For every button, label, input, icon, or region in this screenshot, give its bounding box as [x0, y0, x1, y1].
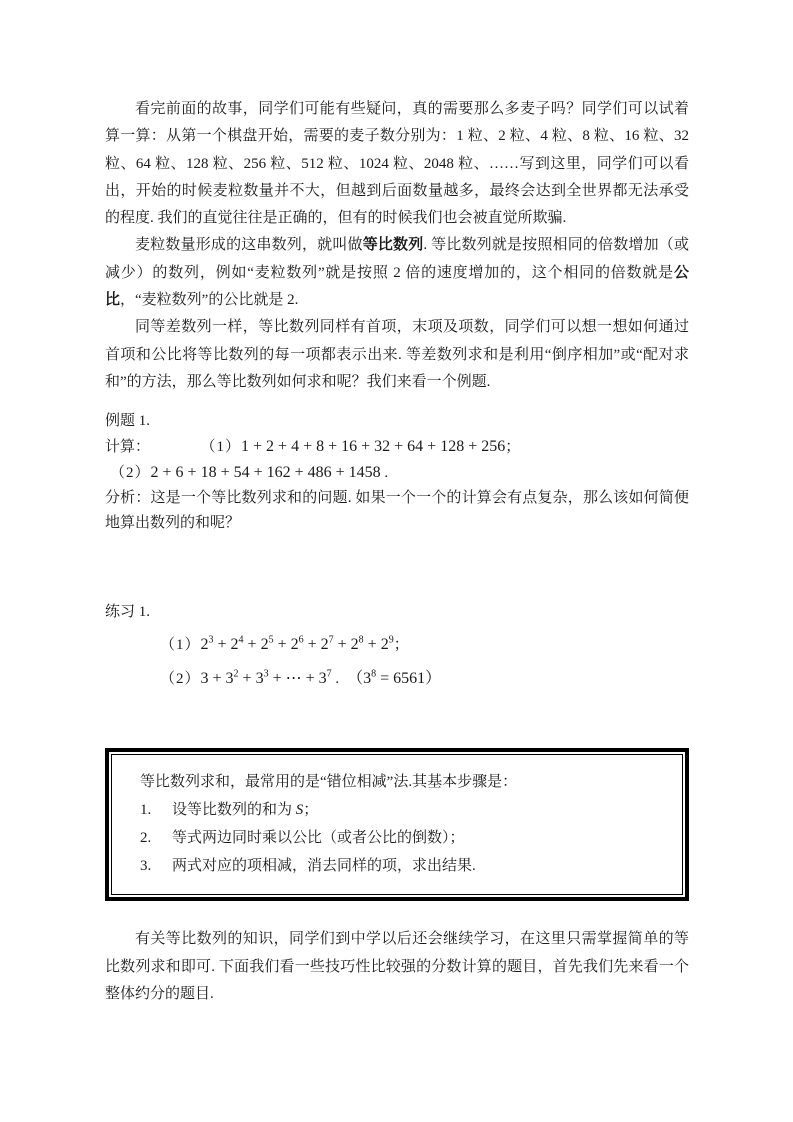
summary-step-1-variable: S: [295, 802, 304, 819]
closing-paragraph: 有关等比数列的知识，同学们到中学以后还会继续学习，在这里只需掌握简单的等比数列求和即可. 下面我们看一些技巧性比较强的分数计算的题目，首先我们先来看一个整体约分的题目.: [105, 931, 689, 1002]
example-calc-line: [105, 434, 689, 460]
definition-text-2: . 等比数列就是按照相同的倍数增加（或减少）的数列，例如“麦粒数列”就是按照 2 倍的速度增加的，这个相同的倍数就是: [105, 237, 689, 281]
paragraph-wheat-story: 看完前面的故事，同学们可能有些疑问，真的需要那么多麦子吗？同学们可以试着算一算：从第一个棋盘开始，需要的麦子数分别为：1 粒、2 粒、4 粒、8 粒、16 粒、32 粒、64 粒、128 粒、256 粒、512 粒、1024 粒、2048 粒、……写到这里，同学们可以看出，开始的时候麦粒数量并不大，但越到后面数量越多，最终会达到全世界都无法承受的程度. 我们的直觉往往是正确的，但有的时候我们也会被直觉所欺骗.: [105, 101, 689, 227]
practice-item-2-number: （2）: [160, 671, 201, 688]
practice-item-1-tail: ；: [393, 637, 409, 654]
summary-intro: 等比数列求和，最常用的是“错位相减”法.其基本步骤是：: [140, 774, 518, 791]
example-item-1-number: （1）: [208, 439, 242, 456]
calc-label: 计算：: [105, 439, 151, 456]
practice-item-1-number: （1）: [160, 637, 201, 654]
text-column: [105, 0, 689, 1008]
practice-title: 练习 1.: [105, 604, 151, 621]
example-analysis: 分析：这是一个等比数列求和的问题. 如果一个一个的计算会有点复杂，那么该如何简便地算出数列的和呢？: [105, 490, 689, 532]
definition-text-1: 麦粒数量形成的这串数列，就叫做: [135, 237, 363, 254]
summary-step-1-post: ；: [303, 802, 319, 819]
definition-text-3: ，“麦粒数列”的公比就是 2.: [120, 292, 299, 309]
example-section: [105, 409, 689, 536]
practice-item-1: [105, 630, 689, 660]
summary-box-inner: [111, 754, 683, 895]
example-item-1-formula: 1 + 2 + 4 + 8 + 16 + 32 + 64 + 128 + 256: [241, 438, 506, 456]
summary-step-2-text: 等式两边同时乘以公比（或者公比的倒数）；: [172, 830, 465, 847]
summary-step-2-number: 2.: [140, 830, 152, 847]
example-title: 例题 1.: [105, 413, 151, 430]
practice-section: [105, 599, 689, 694]
paragraph-geometric-definition: [105, 232, 689, 314]
paragraph-sum-method-intro: 同等差数列一样，等比数列同样有首项，末项及项数，同学们可以想一想如何通过首项和公比将等比数列的每一项都表示出来. 等差数列求和是利用“倒序相加”或“配对求和”的方法，那么等比数列如何求和呢？我们来看一个例题.: [105, 319, 689, 390]
term-common-ratio: 公比: [105, 264, 689, 309]
summary-step-3: [140, 852, 658, 880]
summary-step-1-number: 1.: [140, 802, 152, 819]
summary-step-2: [140, 824, 658, 852]
summary-step-1-pre: 设等比数列的和为: [172, 802, 296, 819]
practice-item-2-formula: $3 + 3^2 + 3^3$ + ⋯ + $3^7$: [200, 668, 332, 688]
summary-box: [105, 748, 689, 901]
example-item-1-tail: ；: [505, 439, 521, 456]
practice-item-2: [105, 664, 689, 694]
practice-item-2-note: $(3^8 = 6561)$: [347, 668, 442, 688]
example-item-2-number: （2）: [110, 465, 151, 482]
term-geometric-sequence: 等比数列: [362, 237, 424, 254]
example-item-2-formula: 2 + 6 + 18 + 54 + 162 + 486 + 1458: [150, 464, 381, 482]
summary-step-1-text: [172, 796, 658, 824]
example-item-2-tail: .: [380, 465, 389, 482]
summary-step-3-number: 3.: [140, 858, 152, 875]
example-item-2: [105, 460, 689, 486]
summary-step-3-text: 两式对应的项相减，消去同样的项，求出结果.: [172, 858, 476, 875]
practice-item-1-formula: $2^3 + 2^4 + 2^5 + 2^6 + 2^7 + 2^8 + 2^9$: [200, 634, 394, 654]
practice-item-2-tail: .: [331, 671, 340, 688]
summary-step-1: [140, 796, 658, 824]
